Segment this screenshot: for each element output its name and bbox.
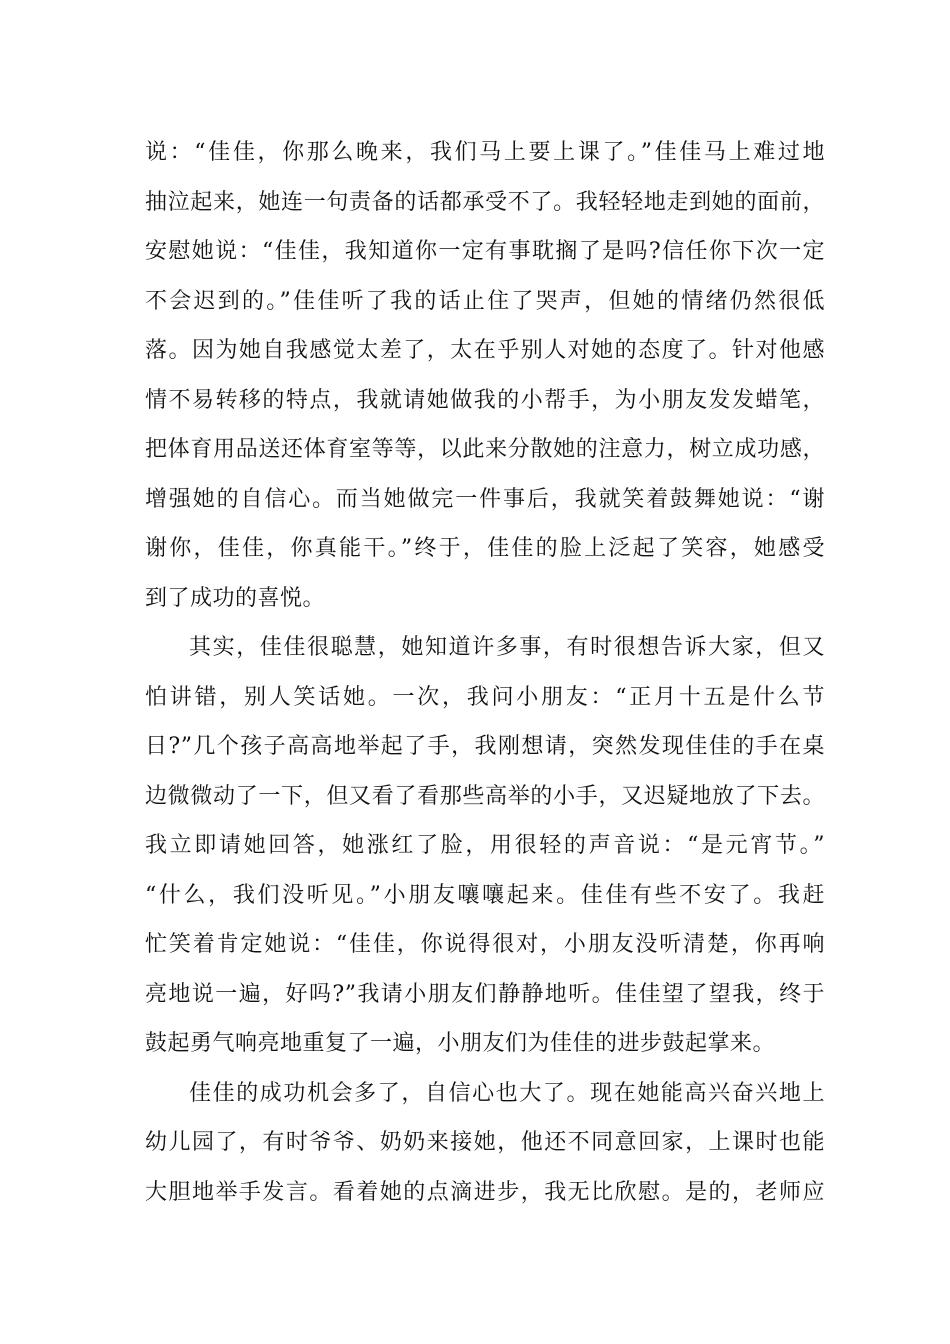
text-line: “什么，我们没听见。”小朋友嚷嚷起来。佳佳有些不安了。我赶 [145, 882, 825, 908]
text-line: 怕讲错，别人笑话她。一次，我问小朋友：“正月十五是什么节 [145, 684, 825, 710]
paragraph-end-line: 到了成功的喜悦。 [145, 585, 326, 611]
text-line: 幼儿园了，有时爷爷、奶奶来接她，他还不同意回家，上课时也能 [145, 1130, 825, 1155]
text-line: 说：“佳佳，你那么晚来，我们马上要上课了。”佳佳马上难过地 [145, 140, 825, 165]
text-line: 抽泣起来，她连一句责备的话都承受不了。我轻轻地走到她的面前， [145, 189, 825, 215]
text-line: 不会迟到的。”佳佳听了我的话止住了哭声，但她的情绪仍然很低 [145, 288, 825, 314]
text-line: 忙笑着肯定她说：“佳佳，你说得很对，小朋友没听清楚，你再响 [145, 932, 825, 957]
text-line: 谢你，佳佳，你真能干。”终于，佳佳的脸上泛起了笑容，她感受 [145, 536, 825, 561]
text-line: 把体育用品送还体育室等等，以此来分散她的注意力，树立成功感， [145, 437, 825, 462]
text-line: 日?”几个孩子高高地举起了手，我刚想请，突然发现佳佳的手在桌 [145, 734, 825, 759]
text-line: 落。因为她自我感觉太差了，太在乎别人对她的态度了。针对他感 [145, 338, 825, 363]
paragraph-start-line: 其实，佳佳很聪慧，她知道许多事，有时很想告诉大家，但又 [189, 635, 825, 660]
text-line: 亮地说一遍，好吗?”我请小朋友们静静地听。佳佳望了望我，终于 [145, 981, 825, 1007]
paragraph-start-line: 佳佳的成功机会多了，自信心也大了。现在她能高兴奋兴地上 [189, 1080, 825, 1106]
text-line: 安慰她说：“佳佳，我知道你一定有事耽搁了是吗?信任你下次一定 [145, 239, 825, 264]
body-text [145, 128, 825, 1217]
text-line: 大胆地举手发言。看着她的点滴进步，我无比欣慰。是的，老师应 [145, 1179, 825, 1205]
text-line: 增强她的自信心。而当她做完一件事后，我就笑着鼓舞她说：“谢 [145, 486, 825, 512]
text-line: 我立即请她回答，她涨红了脸，用很轻的声音说：“是元宵节。” [145, 833, 825, 858]
paragraph-end-line: 鼓起勇气响亮地重复了一遍，小朋友们为佳佳的进步鼓起掌来。 [145, 1031, 776, 1056]
text-line: 情不易转移的特点，我就请她做我的小帮手，为小朋友发发蜡笔， [145, 387, 825, 413]
text-line: 边微微动了一下，但又看了看那些高举的小手，又迟疑地放了下去。 [145, 783, 825, 809]
